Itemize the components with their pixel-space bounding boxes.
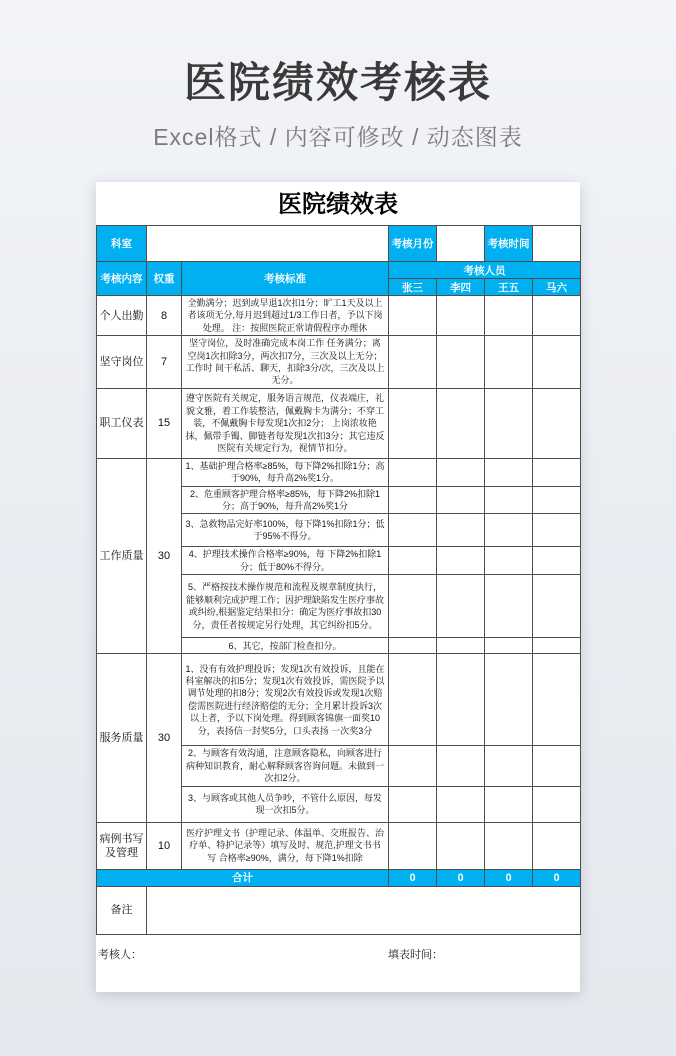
- row-weight: 15: [147, 388, 182, 458]
- score-cell[interactable]: [485, 336, 533, 389]
- total-value: 0: [533, 869, 581, 886]
- table-row: [97, 654, 581, 746]
- performance-table: [96, 225, 581, 935]
- sheet-card: [96, 182, 580, 992]
- score-cell[interactable]: [437, 822, 485, 869]
- table-row: [97, 458, 581, 486]
- row-standard: 1、基础护理合格率≥85%，每下降2%扣除1分；高于90%，每升高2%奖1分。: [182, 458, 389, 486]
- row-weight: 8: [147, 296, 182, 336]
- score-cell[interactable]: [437, 296, 485, 336]
- remark-row: [97, 886, 581, 934]
- fill-time-label: 填表时间：: [388, 948, 443, 961]
- row-weight: 30: [147, 458, 182, 653]
- row-standard: 3、与顾客或其他人员争吵，不管什么原因，每发现一次扣5分。: [182, 786, 389, 822]
- row-category: 坚守岗位: [97, 336, 147, 389]
- score-cell[interactable]: [389, 296, 437, 336]
- score-cell[interactable]: [437, 575, 485, 638]
- score-cell[interactable]: [437, 514, 485, 547]
- remark-cell[interactable]: [147, 886, 581, 934]
- score-cell[interactable]: [533, 336, 581, 389]
- row-category: 职工仪表: [97, 388, 147, 458]
- score-cell[interactable]: [485, 575, 533, 638]
- dept-label: 科室: [97, 226, 147, 262]
- dept-value-cell[interactable]: [147, 226, 389, 262]
- score-cell[interactable]: [389, 575, 437, 638]
- row-standard: 4、护理技术操作合格率≥90%，每 下降2%扣除1分；低于80%不得分。: [182, 547, 389, 575]
- score-cell[interactable]: [533, 654, 581, 746]
- assessor-name: 李四: [437, 279, 485, 296]
- score-cell[interactable]: [485, 654, 533, 746]
- table-row: [97, 388, 581, 458]
- row-weight: 30: [147, 654, 182, 822]
- row-standard: 1、没有有效护理投诉；发现1次有效投诉，且能在科室解决的扣5分；发现1次有效投诉，需医院予以调节处理的扣8分；发现2次有效投诉或发现1次赔偿需医院进行经济赔偿的无分；全月累计投诉3次以上者，予以下岗处理。得到顾客锦旗一面奖10分，表扬信一封奖5分，口头表扬 一次奖3分: [182, 654, 389, 746]
- col-header-standard: 考核标准: [182, 262, 389, 296]
- total-label: 合计: [97, 869, 389, 886]
- header-row: [97, 262, 581, 279]
- score-cell[interactable]: [437, 746, 485, 786]
- row-weight: 7: [147, 336, 182, 389]
- score-cell[interactable]: [437, 786, 485, 822]
- score-cell[interactable]: [389, 547, 437, 575]
- col-header-assessors: 考核人员: [389, 262, 581, 279]
- score-cell[interactable]: [533, 575, 581, 638]
- score-cell[interactable]: [389, 514, 437, 547]
- row-standard: 医疗护理文书（护理记录、体温单、交班报告、治疗单、特护记录等）填写及时、规范,护理文书书写 合格率≥90%，满分，每下降1%扣除: [182, 822, 389, 869]
- assessor-name: 王五: [485, 279, 533, 296]
- score-cell[interactable]: [437, 336, 485, 389]
- score-cell[interactable]: [389, 638, 437, 654]
- score-cell[interactable]: [485, 786, 533, 822]
- score-cell[interactable]: [533, 514, 581, 547]
- score-cell[interactable]: [485, 486, 533, 514]
- score-cell[interactable]: [389, 486, 437, 514]
- score-cell[interactable]: [437, 638, 485, 654]
- score-cell[interactable]: [389, 388, 437, 458]
- assessor-signature-label: 考核人：: [98, 948, 142, 961]
- sheet-footer: [96, 935, 580, 962]
- score-cell[interactable]: [389, 458, 437, 486]
- score-cell[interactable]: [485, 547, 533, 575]
- remark-label: 备注: [97, 886, 147, 934]
- score-cell[interactable]: [389, 654, 437, 746]
- score-cell[interactable]: [533, 486, 581, 514]
- score-cell[interactable]: [437, 486, 485, 514]
- row-standard: 坚守岗位，及时准确完成本岗工作 任务满分；离空岗1次扣除3分，两次扣7分，三次及以上无分；工作时 间干私活、聊天，扣除3分/次，三次及以上无分。: [182, 336, 389, 389]
- score-cell[interactable]: [485, 746, 533, 786]
- total-value: 0: [485, 869, 533, 886]
- score-cell[interactable]: [389, 786, 437, 822]
- score-cell[interactable]: [533, 638, 581, 654]
- table-row: [97, 336, 581, 389]
- col-header-weight: 权重: [147, 262, 182, 296]
- row-standard: 3、急救物品完好率100%，每下降1%扣除1分；低于95%不得分。: [182, 514, 389, 547]
- score-cell[interactable]: [437, 458, 485, 486]
- row-standard: 6、其它，按部门检查扣分。: [182, 638, 389, 654]
- score-cell[interactable]: [533, 822, 581, 869]
- row-weight: 10: [147, 822, 182, 869]
- row-category: 服务质量: [97, 654, 147, 822]
- assessor-name: 马六: [533, 279, 581, 296]
- score-cell[interactable]: [485, 638, 533, 654]
- score-cell[interactable]: [437, 654, 485, 746]
- score-cell[interactable]: [389, 746, 437, 786]
- time-label: 考核时间: [485, 226, 533, 262]
- row-standard: 5、严格按技术操作规范和流程及规章制度执行，能够顺利完成护理工作；因护理缺陷发生医疗事故或纠纷,根据鉴定结果扣分：确定为医疗事故扣30分，责任者按规定另行处理，其它纠纷扣5分。: [182, 575, 389, 638]
- col-header-content: 考核内容: [97, 262, 147, 296]
- score-cell[interactable]: [437, 388, 485, 458]
- score-cell[interactable]: [485, 296, 533, 336]
- score-cell[interactable]: [437, 547, 485, 575]
- row-standard: 2、与顾客有效沟通，注意顾客隐私，向顾客进行病种知识教育，耐心解释顾客咨询问题。未做到一次扣2分。: [182, 746, 389, 786]
- score-cell[interactable]: [533, 296, 581, 336]
- score-cell[interactable]: [533, 458, 581, 486]
- score-cell[interactable]: [485, 458, 533, 486]
- score-cell[interactable]: [533, 746, 581, 786]
- score-cell[interactable]: [485, 514, 533, 547]
- score-cell[interactable]: [389, 336, 437, 389]
- table-row: [97, 822, 581, 869]
- page-subtitle: Excel格式 / 内容可修改 / 动态图表: [153, 124, 523, 150]
- score-cell[interactable]: [485, 822, 533, 869]
- info-row: [97, 226, 581, 262]
- row-category: 工作质量: [97, 458, 147, 653]
- page-title: 医院绩效考核表: [183, 59, 492, 106]
- score-cell[interactable]: [389, 822, 437, 869]
- score-cell[interactable]: [533, 388, 581, 458]
- assessor-name: 张三: [389, 279, 437, 296]
- month-value-cell[interactable]: [437, 226, 485, 262]
- row-standard: 全勤满分；迟到或早退1次扣1分；旷工1天及以上者该项无分,每月迟到超过1/3工作日者，予以下岗处理。 注：按照医院正常请假程序办理休: [182, 296, 389, 336]
- month-label: 考核月份: [389, 226, 437, 262]
- table-row: [97, 296, 581, 336]
- row-standard: 遵守医院有关规定，服务语言规范，仪表端庄，礼貌文雅，着工作装整洁，佩戴胸卡为满分；不穿工装，不佩戴胸卡每发现1次扣2分； 上岗浓妆艳抹，佩带手镯、脚链者每发现1次扣3分；其它违反医院有关规定行为，视情节扣分。: [182, 388, 389, 458]
- row-standard: 2、危重顾客护理合格率≥85%，每下降2%扣除1分；高于90%，每升高2%奖1分: [182, 486, 389, 514]
- total-value: 0: [437, 869, 485, 886]
- sheet-title: 医院绩效表: [278, 191, 398, 218]
- score-cell[interactable]: [533, 547, 581, 575]
- total-row: [97, 869, 581, 886]
- time-value-cell[interactable]: [533, 226, 581, 262]
- row-category: 个人出勤: [97, 296, 147, 336]
- score-cell[interactable]: [485, 388, 533, 458]
- total-value: 0: [389, 869, 437, 886]
- score-cell[interactable]: [533, 786, 581, 822]
- row-category: 病例书写及管理: [97, 822, 147, 869]
